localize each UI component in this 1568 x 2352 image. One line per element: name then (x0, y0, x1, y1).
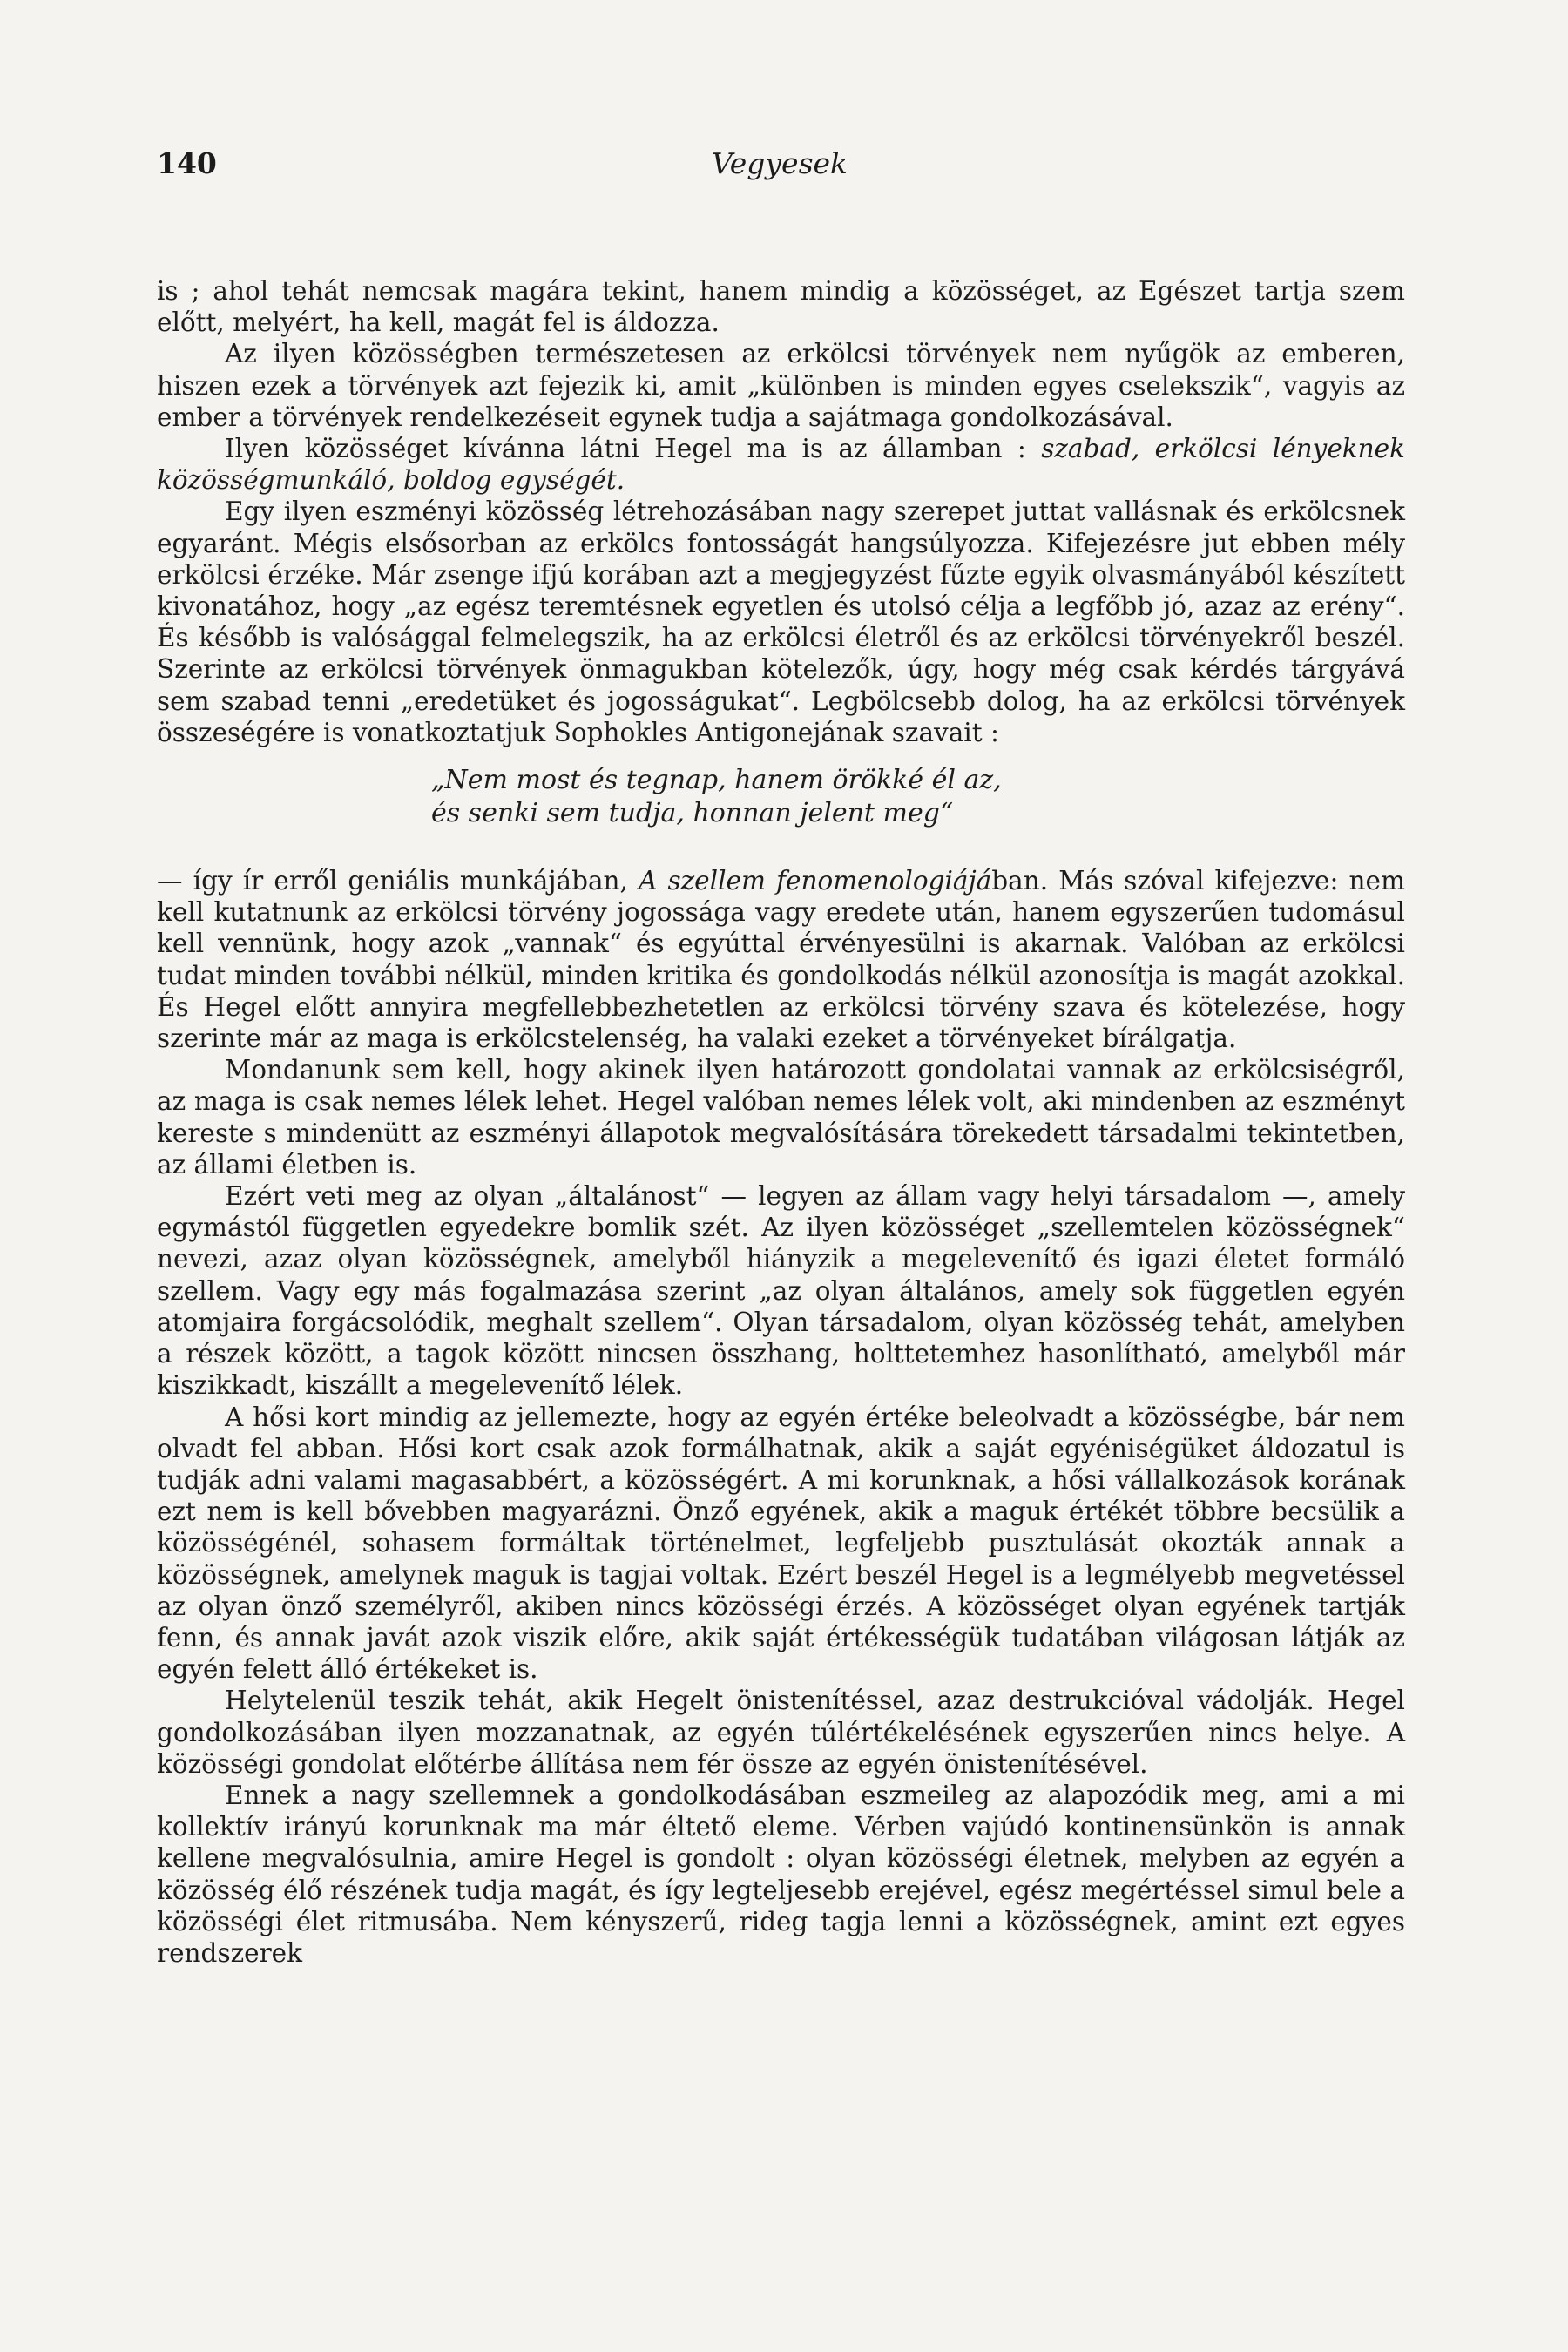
page-number: 140 (157, 146, 217, 180)
paragraph: Helytelenül teszik tehát, akik Hegelt önistenítéssel, azaz destrukcióval vádolják. Hegel gondolkozásában ilyen mozzanatnak, az egyén túlértékelésének egyszerűen nincs helye. A közösségi gondolat előtérbe állítása nem fér össze az egyén önistenítésével. (157, 1686, 1405, 1779)
quote-line: „Nem most és tegnap, hanem örökké él az, (431, 765, 1002, 796)
page-header (157, 146, 1402, 195)
paragraph (157, 433, 1405, 496)
paragraph-text: ban. Más szóval kifejezve: nem kell kutatnunk az erkölcsi törvény jogossága vagy eredete után, hanem egyszerűen tudomásul kell vennünk, hogy azok „vannak“ és egyúttal érvényesülni is akarnak. Valóban az erkölcsi tudat minden további nélkül, minden kritika és gondolkodás nélkül azonosítja is magát azokkal. És Hegel előtt annyira megfellebbezhetetlen az erkölcsi törvény szava és kötelezése, hogy szerinte már az maga is erkölcstelenség, ha valaki ezeket a törvényeket bírálgatja. (157, 866, 1405, 1054)
running-head: Vegyesek (711, 146, 848, 180)
quote-line: és senki sem tudja, honnan jelent meg“ (431, 798, 954, 829)
paragraph-text: — így ír erről geniális munkájában, (157, 866, 628, 896)
body-text (157, 275, 1405, 1969)
emphasized-text: szabad, erkölcsi lényeknek közösségmunkáló, boldog egységét. (157, 434, 1405, 496)
paragraph: Ezért veti meg az olyan „általánost“ — legyen az állam vagy helyi társadalom —, amely egymástól független egyedekre bomlik szét. Az ilyen közösséget „szellemtelen közösségnek“ nevezi, azaz olyan közösségnek, amelyből hiányzik a megelevenítő és igazi életet formáló szellem. Vagy egy más fogalmazása szerint „az olyan általános, amely sok független egyén atomjaira forgácsolódik, meghalt szellem“. Olyan társadalom, olyan közösség tehát, amelyben a részek között, a tagok között nincsen összhang, holttetemhez hasonlítható, amelyből már kiszikkadt, kiszállt a megelevenítő lélek. (157, 1181, 1405, 1401)
paragraph: Az ilyen közösségben természetesen az erkölcsi törvények nem nyűgök az emberen, hiszen ezek a törvények azt fejezik ki, amit „különben is minden egyes cselekszik“, vagyis az ember a törvények rendelkezéseit egynek tudja a sajátmaga gondolkozásával. (157, 339, 1405, 432)
paragraph: Mondanunk sem kell, hogy akinek ilyen határozott gondolatai vannak az erkölcsiségről, az maga is csak nemes lélek lehet. Hegel valóban nemes lélek volt, aki mindenben az eszményt kereste s mindenütt az eszményi állapotok megvalósítására törekedett társadalmi tekintetben, az állami életben is. (157, 1055, 1405, 1179)
paragraph-text: Ilyen közösséget kívánna látni Hegel ma is az államban : (225, 434, 1026, 464)
paragraph (157, 865, 1405, 1054)
book-title: A szellem fenomenologiájá (639, 866, 992, 896)
paragraph: A hősi kort mindig az jellemezte, hogy az egyén értéke beleolvadt a közösségbe, bár nem olvadt fel abban. Hősi kort csak azok formálhatnak, akik a saját egyéniségüket áldozatul is tudják adni valami magasabbért, a közösségért. A mi korunknak, a hősi vállalkozások korának ezt nem is kell bővebben magyarázni. Önző egyének, akik a maguk értékét többre becsülik a közösségénél, sohasem formáltak történelmet, legfeljebb pusztulását okozták annak a közösségnek, amelynek maguk is tagjai voltak. Ezért beszél Hegel is a legmélyebb megvetéssel az olyan önző személyről, akiben nincs közösségi érzés. A közösséget olyan egyének tartják fenn, és annak javát azok viszik előre, akik saját értékességük tudatában világosan látják az egyén felett álló értékeket is. (157, 1402, 1405, 1685)
paragraph: is ; ahol tehát nemcsak magára tekint, hanem mindig a közösséget, az Egészet tartja szem előtt, melyért, ha kell, magát fel is áldozza. (157, 276, 1405, 338)
paragraph: Ennek a nagy szellemnek a gondolkodásában eszmeileg az alapozódik meg, ami a mi kollektív irányú korunknak ma már éltető eleme. Vérben vajúdó kontinensünkön is annak kellene megvalósulnia, amire Hegel is gondolt : olyan közösségi életnek, melyben az egyén a közösség élő részének tudja magát, és így legteljesebb erejével, egész megértéssel simul bele a közösségi élet ritmusába. Nem kényszerű, rideg tagja lenni a közösségnek, amint ezt egyes rendszerek (157, 1780, 1405, 1968)
paragraph: Egy ilyen eszményi közösség létrehozásában nagy szerepet juttat vallásnak és erkölcsnek egyaránt. Mégis elsősorban az erkölcs fontosságát hangsúlyozza. Kifejezésre jut ebben mély erkölcsi érzéke. Már zsenge ifjú korában azt a megjegyzést fűzte egyik olvasmányából készített kivonatához, hogy „az egész teremtésnek egyetlen és utolsó célja a legfőbb jó, azaz az erény“. És később is valósággal felmelegszik, ha az erkölcsi életről és az erkölcsi törvényekről beszél. Szerinte az erkölcsi törvények önmagukban kötelezők, úgy, hogy még csak kérdés tárgyává sem szabad tenni „eredetüket és jogosságukat“. Legbölcsebb dolog, ha az erkölcsi törvények összeségére is vonatkoztatjuk Sophokles Antigonejának szavait : (157, 497, 1405, 747)
verse-quote (157, 764, 1405, 830)
